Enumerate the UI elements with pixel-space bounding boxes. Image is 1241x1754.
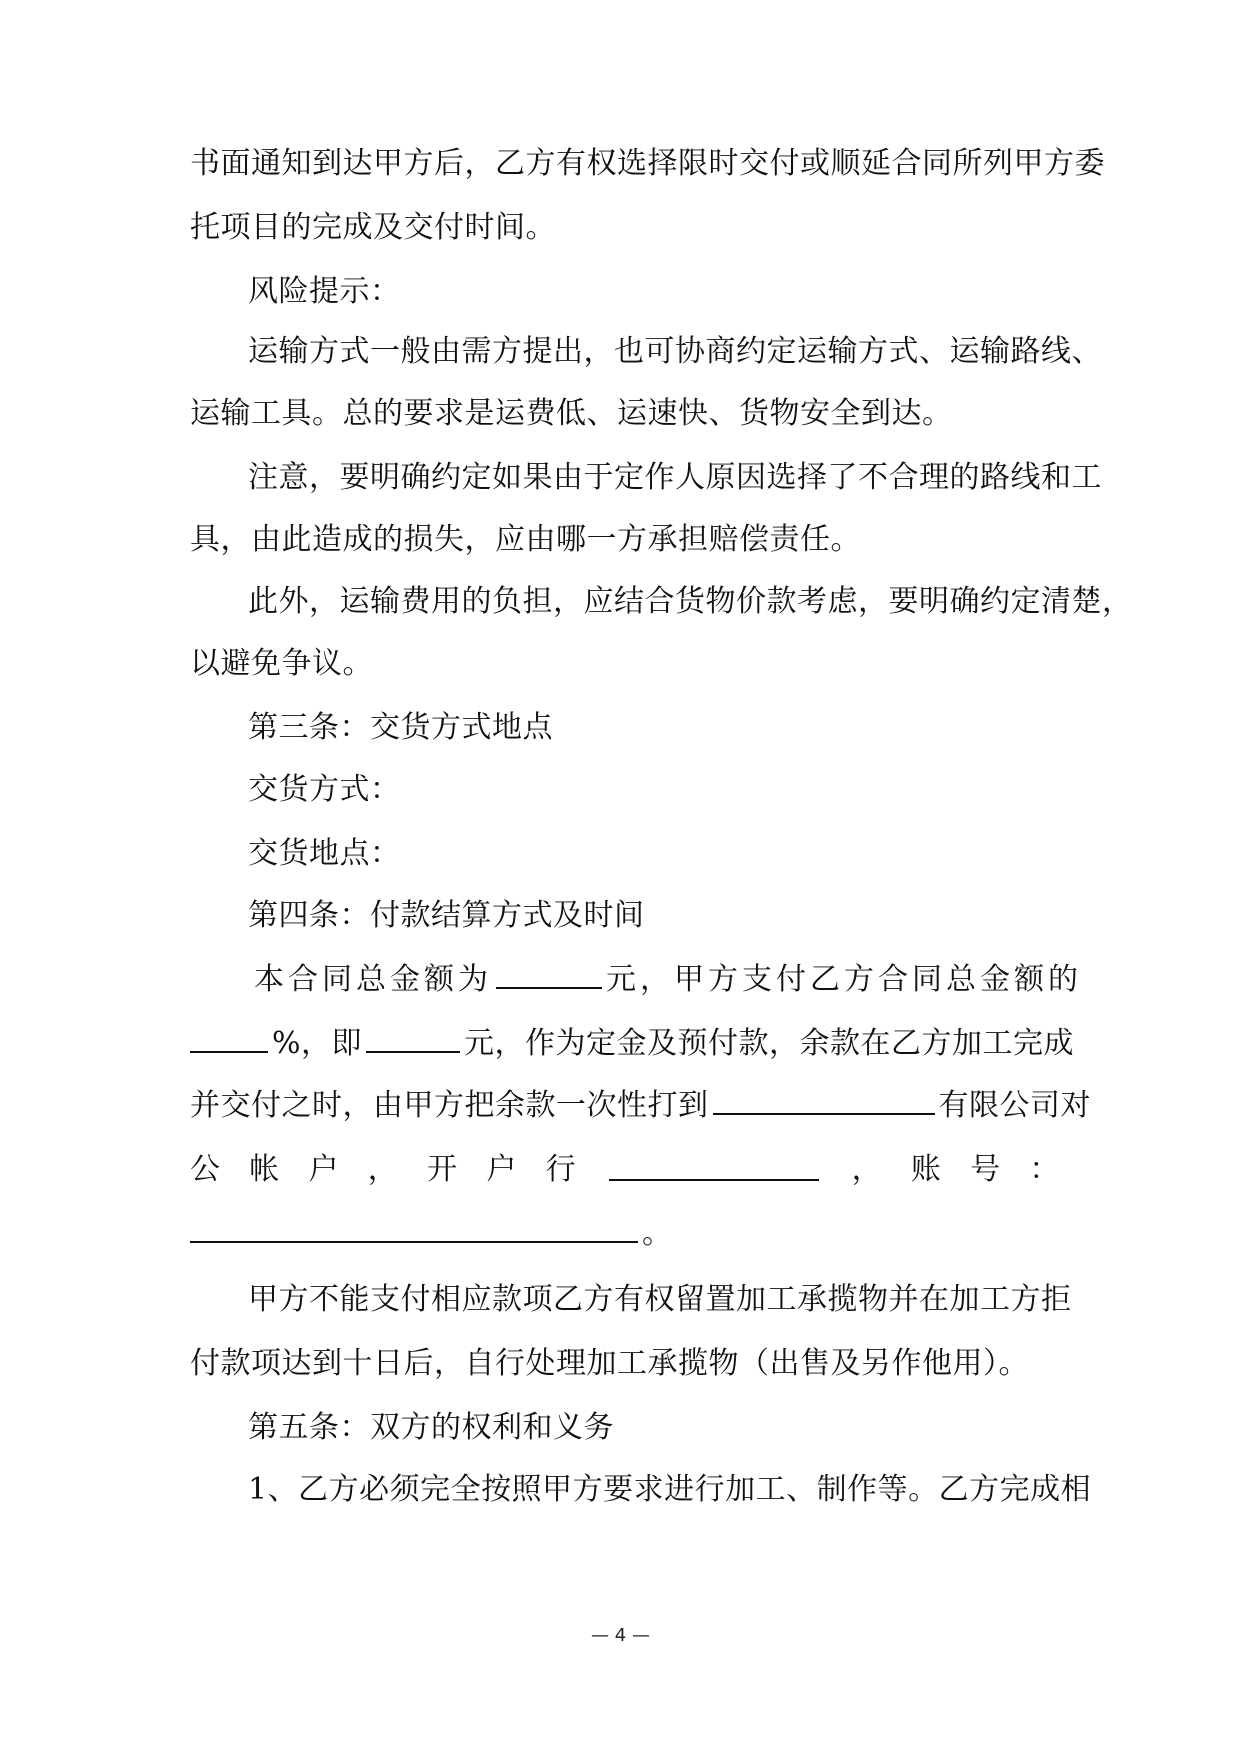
paragraph-line: 甲方不能支付相应款项乙方有权留置加工承揽物并在加工方拒: [248, 1282, 1072, 1317]
payment-line-4: [190, 1138, 1060, 1202]
page-number: — 4 —: [591, 1625, 650, 1646]
payment-char: 户: [486, 1152, 517, 1187]
paragraph-line: 运输工具。总的要求是运费低、运速快、货物安全到达。: [190, 396, 953, 431]
payment-text: 元，作为定金及预付款，余款在乙方加工完成: [464, 1026, 1075, 1061]
delivery-location-label: 交货地点：: [248, 836, 401, 871]
article-5-heading: 第五条：双方的权利和义务: [248, 1410, 614, 1445]
paragraph-line: 以避免争议。: [190, 646, 373, 681]
payment-char: ：: [1029, 1152, 1060, 1187]
percent-blank: [190, 1024, 268, 1053]
payment-char: 行: [545, 1152, 577, 1187]
paragraph-line: 1、乙方必须完全按照甲方要求进行加工、制作等。乙方完成相: [248, 1472, 1092, 1507]
payment-char: 户: [308, 1152, 340, 1187]
deposit-amount-blank: [366, 1024, 460, 1053]
delivery-method-label: 交货方式：: [248, 772, 401, 807]
payment-char: 账: [910, 1152, 942, 1187]
payment-char: 开: [427, 1152, 458, 1187]
company-name-blank: [713, 1086, 935, 1115]
payment-char: 公: [190, 1152, 221, 1187]
payment-line-3: [190, 1074, 1091, 1138]
bank-name-blank: [609, 1152, 819, 1181]
payment-text: 本合同总金额为: [254, 962, 492, 997]
paragraph-line: 托项目的完成及交付时间。: [190, 210, 556, 245]
paragraph-line: 书面通知到达甲方后，乙方有权选择限时交付或顺延合同所列甲方委: [190, 146, 1105, 181]
payment-char: 号: [970, 1152, 1001, 1187]
payment-line-2: [190, 1012, 1075, 1076]
paragraph-line: 注意，要明确约定如果由于定作人原因选择了不合理的路线和工: [248, 460, 1102, 495]
payment-text: 。: [642, 1216, 673, 1251]
payment-text: 元，甲方支付乙方合同总金额的: [606, 962, 1082, 997]
payment-text: %，即: [272, 1026, 363, 1061]
paragraph-line: 付款项达到十日后，自行处理加工承揽物（出售及另作他用）。: [190, 1346, 1029, 1381]
payment-char: 帐: [249, 1152, 280, 1187]
payment-text: 有限公司对: [938, 1088, 1091, 1123]
paragraph-line: 运输方式一般由需方提出，也可协商约定运输方式、运输路线、: [248, 334, 1102, 369]
article-4-heading: 第四条：付款结算方式及时间: [248, 898, 645, 933]
article-3-heading: 第三条：交货方式地点: [248, 710, 553, 745]
payment-line-1: [254, 948, 1082, 1012]
paragraph-line: 具，由此造成的损失，应由哪一方承担赔偿责任。: [190, 522, 861, 557]
payment-char: ，: [851, 1152, 883, 1187]
paragraph-line: 此外，运输费用的负担，应结合货物价款考虑，要明确约定清楚，: [248, 584, 1133, 619]
payment-char: ，: [367, 1152, 399, 1187]
payment-line-5: [190, 1202, 1060, 1266]
payment-text: 并交付之时，由甲方把余款一次性打到: [190, 1088, 709, 1123]
total-amount-blank: [496, 960, 602, 989]
risk-heading: 风险提示：: [248, 274, 401, 309]
account-number-blank: [190, 1214, 638, 1243]
